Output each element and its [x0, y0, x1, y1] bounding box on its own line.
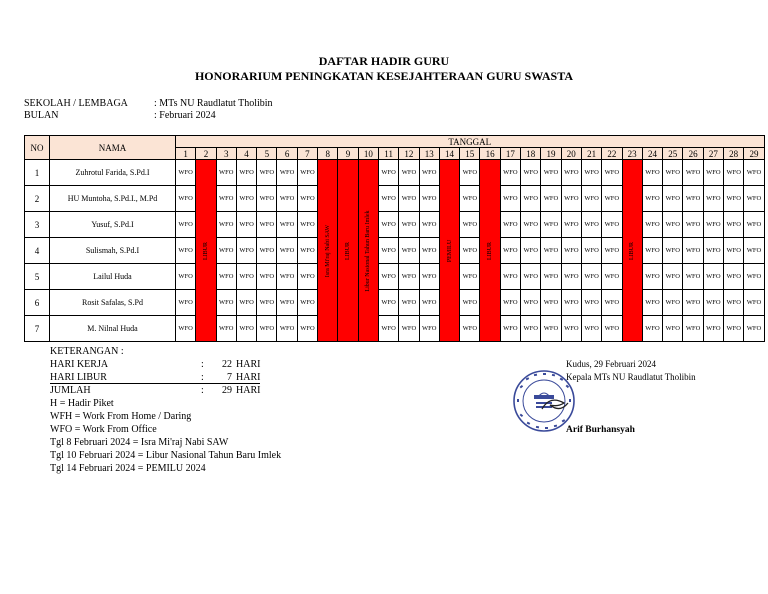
attendance-cell: WFO [236, 212, 256, 238]
attendance-cell: WFO [663, 264, 683, 290]
attendance-cell: WFO [541, 238, 561, 264]
attendance-cell: WFO [297, 264, 317, 290]
day-header: 13 [419, 148, 439, 160]
attendance-cell: WFO [561, 212, 581, 238]
day-header: 3 [216, 148, 236, 160]
legend-item: Tgl 14 Februari 2024 = PEMILU 2024 [50, 463, 206, 474]
attendance-cell: WFO [521, 160, 541, 186]
day-header: 4 [236, 148, 256, 160]
bulan-value: : Februari 2024 [154, 110, 216, 121]
attendance-cell: WFO [663, 212, 683, 238]
hari-libur-label: HARI LIBUR [50, 372, 107, 383]
attendance-cell: WFO [602, 186, 622, 212]
attendance-cell: WFO [744, 264, 764, 290]
hari-libur-colon: : [201, 372, 204, 383]
jumlah-label: JUMLAH [50, 385, 91, 396]
day-header: 10 [358, 148, 378, 160]
attendance-cell: WFO [724, 160, 744, 186]
row-no: 4 [25, 238, 50, 264]
bulan-label: BULAN [24, 110, 59, 121]
attendance-cell: WFO [683, 290, 703, 316]
attendance-cell: WFO [378, 316, 398, 342]
row-no: 7 [25, 316, 50, 342]
attendance-cell: WFO [500, 212, 520, 238]
holiday-cell [622, 160, 642, 342]
attendance-cell: WFO [561, 290, 581, 316]
attendance-cell: WFO [521, 264, 541, 290]
attendance-cell: WFO [744, 290, 764, 316]
day-header: 23 [622, 148, 642, 160]
attendance-cell: WFO [602, 212, 622, 238]
attendance-cell: WFO [460, 316, 480, 342]
attendance-cell: WFO [460, 290, 480, 316]
attendance-cell: WFO [663, 160, 683, 186]
attendance-cell: WFO [257, 264, 277, 290]
attendance-cell: WFO [378, 238, 398, 264]
attendance-cell: WFO [581, 316, 601, 342]
attendance-cell: WFO [703, 290, 723, 316]
attendance-cell: WFO [419, 316, 439, 342]
attendance-cell: WFO [378, 264, 398, 290]
attendance-cell: WFO [419, 160, 439, 186]
header-tanggal: TANGGAL [176, 136, 765, 148]
legend-item: Tgl 10 Februari 2024 = Libur Nasional Tahun Baru Imlek [50, 450, 282, 461]
holiday-cell [318, 160, 338, 342]
holiday-label: Libur Nasional Tahun Baru Imlek [365, 209, 372, 292]
attendance-cell: WFO [176, 160, 196, 186]
attendance-cell: WFO [257, 160, 277, 186]
attendance-cell: WFO [724, 212, 744, 238]
attendance-cell: WFO [541, 290, 561, 316]
day-header: 14 [439, 148, 459, 160]
attendance-cell: WFO [176, 212, 196, 238]
day-header: 21 [581, 148, 601, 160]
hari-kerja-unit: HARI [236, 359, 261, 370]
attendance-cell: WFO [236, 238, 256, 264]
attendance-cell: WFO [297, 186, 317, 212]
day-header: 2 [196, 148, 216, 160]
legend-item: WFO = Work From Office [50, 424, 157, 435]
attendance-cell: WFO [419, 290, 439, 316]
day-header: 15 [460, 148, 480, 160]
attendance-cell: WFO [378, 160, 398, 186]
holiday-cell [196, 160, 216, 342]
legend-item: H = Hadir Piket [50, 398, 114, 409]
attendance-cell: WFO [683, 316, 703, 342]
attendance-cell: WFO [277, 160, 297, 186]
attendance-cell: WFO [683, 212, 703, 238]
day-header: 24 [642, 148, 662, 160]
attendance-cell: WFO [460, 238, 480, 264]
attendance-cell: WFO [277, 238, 297, 264]
attendance-cell: WFO [460, 186, 480, 212]
attendance-cell: WFO [378, 290, 398, 316]
attendance-cell: WFO [703, 264, 723, 290]
row-name: Yusuf, S.Pd.I [50, 212, 176, 238]
attendance-cell: WFO [663, 186, 683, 212]
attendance-cell: WFO [216, 264, 236, 290]
attendance-cell: WFO [378, 186, 398, 212]
sekolah-label: SEKOLAH / LEMBAGA [24, 98, 128, 109]
attendance-cell: WFO [683, 264, 703, 290]
keterangan-title: KETERANGAN : [50, 346, 124, 357]
attendance-cell: WFO [399, 212, 419, 238]
attendance-cell: WFO [399, 290, 419, 316]
day-header: 29 [744, 148, 764, 160]
holiday-cell [480, 160, 500, 342]
row-name: Rosit Safalas, S.Pd [50, 290, 176, 316]
attendance-cell: WFO [297, 238, 317, 264]
day-header: 5 [257, 148, 277, 160]
attendance-cell: WFO [176, 316, 196, 342]
attendance-cell: WFO [521, 290, 541, 316]
holiday-label: Isra Mi'raj Nabi SAW [324, 224, 331, 277]
attendance-cell: WFO [277, 212, 297, 238]
attendance-cell: WFO [581, 186, 601, 212]
attendance-cell: WFO [236, 160, 256, 186]
attendance-cell: WFO [744, 316, 764, 342]
attendance-cell: WFO [399, 264, 419, 290]
attendance-cell: WFO [581, 290, 601, 316]
attendance-cell: WFO [581, 238, 601, 264]
attendance-cell: WFO [297, 160, 317, 186]
header-no: NO [25, 136, 50, 160]
attendance-cell: WFO [297, 212, 317, 238]
attendance-cell: WFO [683, 160, 703, 186]
attendance-cell: WFO [419, 212, 439, 238]
attendance-cell: WFO [236, 186, 256, 212]
hari-libur-unit: HARI [236, 372, 261, 383]
header-nama: NAMA [50, 136, 176, 160]
row-no: 1 [25, 160, 50, 186]
holiday-label: PEMILU [446, 239, 453, 262]
attendance-cell: WFO [724, 238, 744, 264]
row-name: Zuhrotul Farida, S.Pd.I [50, 160, 176, 186]
holiday-cell [439, 160, 459, 342]
attendance-cell: WFO [561, 238, 581, 264]
attendance-cell: WFO [216, 212, 236, 238]
attendance-cell: WFO [703, 212, 723, 238]
day-header: 26 [683, 148, 703, 160]
row-no: 2 [25, 186, 50, 212]
sum-divider [50, 383, 260, 384]
attendance-cell: WFO [500, 186, 520, 212]
attendance-cell: WFO [602, 290, 622, 316]
attendance-cell: WFO [176, 290, 196, 316]
table-row [25, 238, 765, 264]
attendance-cell: WFO [581, 160, 601, 186]
attendance-cell: WFO [399, 238, 419, 264]
attendance-cell: WFO [541, 212, 561, 238]
attendance-cell: WFO [500, 238, 520, 264]
attendance-cell: WFO [236, 264, 256, 290]
attendance-cell: WFO [541, 160, 561, 186]
attendance-cell: WFO [703, 316, 723, 342]
attendance-cell: WFO [521, 186, 541, 212]
attendance-cell: WFO [399, 316, 419, 342]
attendance-cell: WFO [297, 290, 317, 316]
day-header: 18 [521, 148, 541, 160]
table-row [25, 186, 765, 212]
row-no: 3 [25, 212, 50, 238]
table-row [25, 316, 765, 342]
sekolah-value: : MTs NU Raudlatut Tholibin [154, 98, 273, 109]
attendance-cell: WFO [297, 316, 317, 342]
attendance-cell: WFO [683, 186, 703, 212]
attendance-cell: WFO [216, 316, 236, 342]
day-header: 9 [338, 148, 358, 160]
attendance-cell: WFO [257, 290, 277, 316]
day-header: 28 [724, 148, 744, 160]
attendance-table [24, 135, 765, 342]
holiday-label: LIBUR [487, 241, 494, 260]
table-row [25, 160, 765, 186]
attendance-cell: WFO [744, 186, 764, 212]
day-header: 1 [176, 148, 196, 160]
attendance-cell: WFO [581, 264, 601, 290]
jumlah-value: 29 [222, 385, 232, 396]
attendance-cell: WFO [277, 316, 297, 342]
attendance-cell: WFO [500, 290, 520, 316]
legend-item: WFH = Work From Home / Daring [50, 411, 192, 422]
attendance-cell: WFO [521, 212, 541, 238]
attendance-cell: WFO [236, 290, 256, 316]
table-row [25, 212, 765, 238]
attendance-cell: WFO [581, 212, 601, 238]
attendance-cell: WFO [642, 264, 662, 290]
row-name: Lailul Huda [50, 264, 176, 290]
attendance-cell: WFO [642, 160, 662, 186]
attendance-cell: WFO [460, 160, 480, 186]
attendance-cell: WFO [642, 290, 662, 316]
table-row [25, 290, 765, 316]
day-header: 8 [318, 148, 338, 160]
attendance-cell: WFO [378, 212, 398, 238]
attendance-cell: WFO [257, 238, 277, 264]
hari-kerja-value: 22 [222, 359, 232, 370]
signature-name: Arif Burhansyah [566, 425, 635, 435]
holiday-cell [358, 160, 378, 342]
attendance-cell: WFO [744, 160, 764, 186]
attendance-cell: WFO [642, 212, 662, 238]
legend-item: Tgl 8 Februari 2024 = Isra Mi'raj Nabi SAW [50, 437, 229, 448]
attendance-cell: WFO [419, 264, 439, 290]
holiday-cell [338, 160, 358, 342]
attendance-cell: WFO [500, 316, 520, 342]
attendance-cell: WFO [663, 290, 683, 316]
attendance-cell: WFO [399, 160, 419, 186]
document-title: DAFTAR HADIR GURU [318, 54, 450, 68]
row-no: 6 [25, 290, 50, 316]
attendance-cell: WFO [257, 212, 277, 238]
row-name: HU Muntoha, S.Pd.I., M.Pd [50, 186, 176, 212]
day-header: 25 [663, 148, 683, 160]
attendance-cell: WFO [541, 264, 561, 290]
attendance-cell: WFO [663, 316, 683, 342]
row-name: M. Nilnal Huda [50, 316, 176, 342]
attendance-cell: WFO [500, 160, 520, 186]
attendance-cell: WFO [521, 316, 541, 342]
attendance-cell: WFO [500, 264, 520, 290]
attendance-cell: WFO [176, 238, 196, 264]
attendance-cell: WFO [703, 160, 723, 186]
attendance-cell: WFO [642, 316, 662, 342]
day-header: 20 [561, 148, 581, 160]
day-header: 12 [399, 148, 419, 160]
day-header: 7 [297, 148, 317, 160]
attendance-cell: WFO [602, 316, 622, 342]
attendance-cell: WFO [216, 160, 236, 186]
attendance-cell: WFO [724, 186, 744, 212]
attendance-cell: WFO [724, 264, 744, 290]
day-header: 11 [378, 148, 398, 160]
attendance-cell: WFO [541, 186, 561, 212]
day-header: 6 [277, 148, 297, 160]
attendance-cell: WFO [724, 290, 744, 316]
holiday-label: LIBUR [345, 241, 352, 260]
attendance-cell: WFO [663, 238, 683, 264]
attendance-cell: WFO [744, 238, 764, 264]
attendance-cell: WFO [683, 238, 703, 264]
attendance-cell: WFO [176, 264, 196, 290]
attendance-cell: WFO [602, 264, 622, 290]
holiday-label: LIBUR [202, 241, 209, 260]
attendance-cell: WFO [724, 316, 744, 342]
attendance-cell: WFO [602, 238, 622, 264]
attendance-cell: WFO [277, 290, 297, 316]
attendance-cell: WFO [460, 212, 480, 238]
attendance-cell: WFO [561, 186, 581, 212]
attendance-cell: WFO [561, 160, 581, 186]
attendance-cell: WFO [602, 160, 622, 186]
attendance-cell: WFO [216, 186, 236, 212]
day-header: 19 [541, 148, 561, 160]
attendance-cell: WFO [561, 316, 581, 342]
attendance-cell: WFO [257, 316, 277, 342]
day-header: 27 [703, 148, 723, 160]
attendance-cell: WFO [703, 186, 723, 212]
jumlah-unit: HARI [236, 385, 261, 396]
attendance-cell: WFO [216, 238, 236, 264]
attendance-cell: WFO [642, 238, 662, 264]
attendance-cell: WFO [460, 264, 480, 290]
day-header: 16 [480, 148, 500, 160]
attendance-cell: WFO [703, 238, 723, 264]
hari-libur-value: 7 [227, 372, 232, 383]
attendance-cell: WFO [399, 186, 419, 212]
attendance-cell: WFO [642, 186, 662, 212]
table-row [25, 264, 765, 290]
attendance-cell: WFO [216, 290, 236, 316]
attendance-cell: WFO [419, 238, 439, 264]
hari-kerja-label: HARI KERJA [50, 359, 109, 370]
day-header: 22 [602, 148, 622, 160]
row-no: 5 [25, 264, 50, 290]
hari-kerja-colon: : [201, 359, 204, 370]
attendance-cell: WFO [257, 186, 277, 212]
attendance-cell: WFO [541, 316, 561, 342]
day-header: 17 [500, 148, 520, 160]
holiday-label: LIBUR [629, 241, 636, 260]
row-name: Sulismah, S.Pd.I [50, 238, 176, 264]
attendance-cell: WFO [419, 186, 439, 212]
attendance-cell: WFO [561, 264, 581, 290]
attendance-cell: WFO [521, 238, 541, 264]
signature-place-date: Kudus, 29 Februari 2024 [566, 359, 656, 369]
signature-position: Kepala MTs NU Raudlatut Tholibin [566, 372, 696, 382]
attendance-cell: WFO [277, 186, 297, 212]
attendance-cell: WFO [176, 186, 196, 212]
document-subtitle: HONORARIUM PENINGKATAN KESEJAHTERAAN GURU SWASTA [194, 69, 574, 83]
jumlah-colon: : [201, 385, 204, 396]
attendance-cell: WFO [744, 212, 764, 238]
attendance-cell: WFO [236, 316, 256, 342]
attendance-cell: WFO [277, 264, 297, 290]
